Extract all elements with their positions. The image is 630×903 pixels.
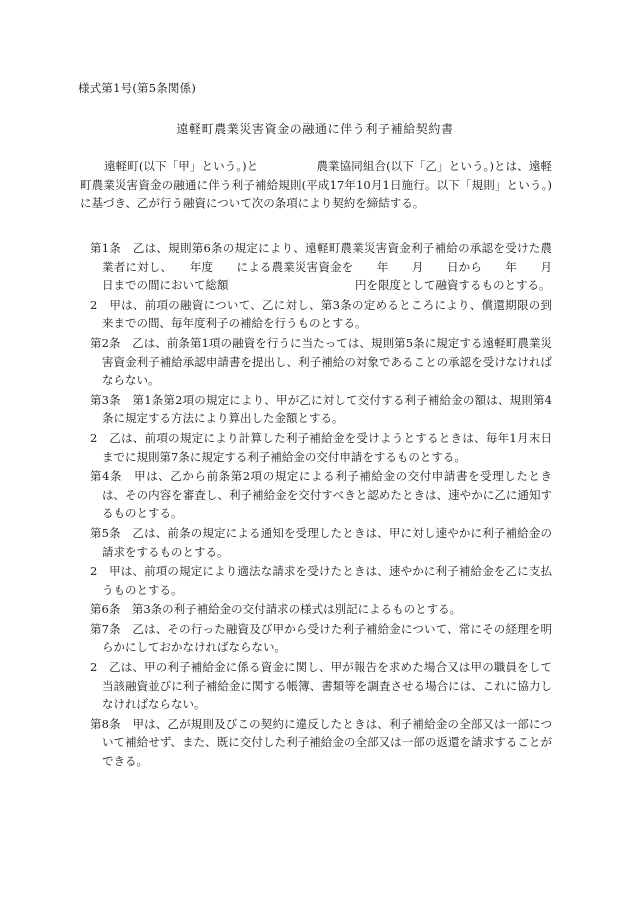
- article-4: 第4条 甲は、乙から前条第2項の規定による利子補給金の交付申請書を受理したときは、その内容を審査し、利子補給金を交付すべきと認めたときは、速やかに乙に通知するものとする。: [90, 469, 552, 521]
- article-3-paragraph-2: 2 乙は、前項の規定により計算した利子補給金を受けようとするときは、毎年1月末日までに規則第7条に規定する利子補給金の交付申請をするものとする。: [90, 430, 552, 464]
- article-7: 第7条 乙は、その行った融資及び甲から受けた利子補給金について、常にその経理を明らかにしておかなければならない。: [90, 621, 552, 655]
- article-8: 第8条 甲は、乙が規則及びこの契約に違反したときは、利子補給金の全部又は一部について補給せず、また、既に交付した利子補給金の全部又は一部の返還を請求することができる。: [90, 716, 552, 769]
- article-6: 第6条 第3条の利子補給金の交付請求の様式は別記によるものとする。: [90, 602, 462, 617]
- article-1: 第1条 乙は、規則第6条の規定により、遠軽町農業災害資金利子補給の承認を受けた農業者に対し、 年度 による農業災害資金を 年 月 日から 年 月 日までの間において総額 円を限度として融資するものとする。: [90, 241, 575, 293]
- article-5-paragraph-2: 2 甲は、前項の規定により適法な請求を受けたときは、速やかに利子補給金を乙に支払うものとする。: [90, 564, 552, 597]
- article-list: [80, 239, 575, 772]
- article-1-paragraph-2: 2 甲は、前項の融資について、乙に対し、第3条の定めるところにより、償還期限の到来までの間、毎年度利子の補給を行うものとする。: [90, 297, 552, 331]
- article-2: 第2条 乙は、前条第1項の融資を行うに当たっては、規則第5条に規定する遠軽町農業災害資金利子補給承認申請書を提出し、利子補給の対象であることの承認を受けなければならない。: [90, 335, 552, 388]
- form-number: 様式第1号(第5条関係): [78, 81, 197, 95]
- document-title: 遠軽町農業災害資金の融通に伴う利子補給契約書: [176, 122, 454, 136]
- article-7-paragraph-2: 2 乙は、甲の利子補給金に係る資金に関し、甲が報告を求めた場合又は甲の職員をして当該融資並びに利子補給金に関する帳簿、書類等を調査させる場合には、これに協力しなければならない。: [90, 660, 552, 712]
- article-3: 第3条 第1条第2項の規定により、甲が乙に対して交付する利子補給金の額は、規則第4条に規定する方法により算出した金額とする。: [90, 392, 552, 426]
- intro-paragraph: 遠軽町(以下「甲」という。)と 農業協同組合(以下「乙」という。)とは、遠軽町農業災害資金の融通に伴う利子補給規則(平成17年10月1日施行。以下「規則」という。)に基づき、乙が行う融資について次の条項により契約を締結する。: [80, 159, 552, 211]
- article-5: 第5条 乙は、前条の規定による通知を受理したときは、甲に対し速やかに利子補給金の請求をするものとする。: [90, 525, 552, 559]
